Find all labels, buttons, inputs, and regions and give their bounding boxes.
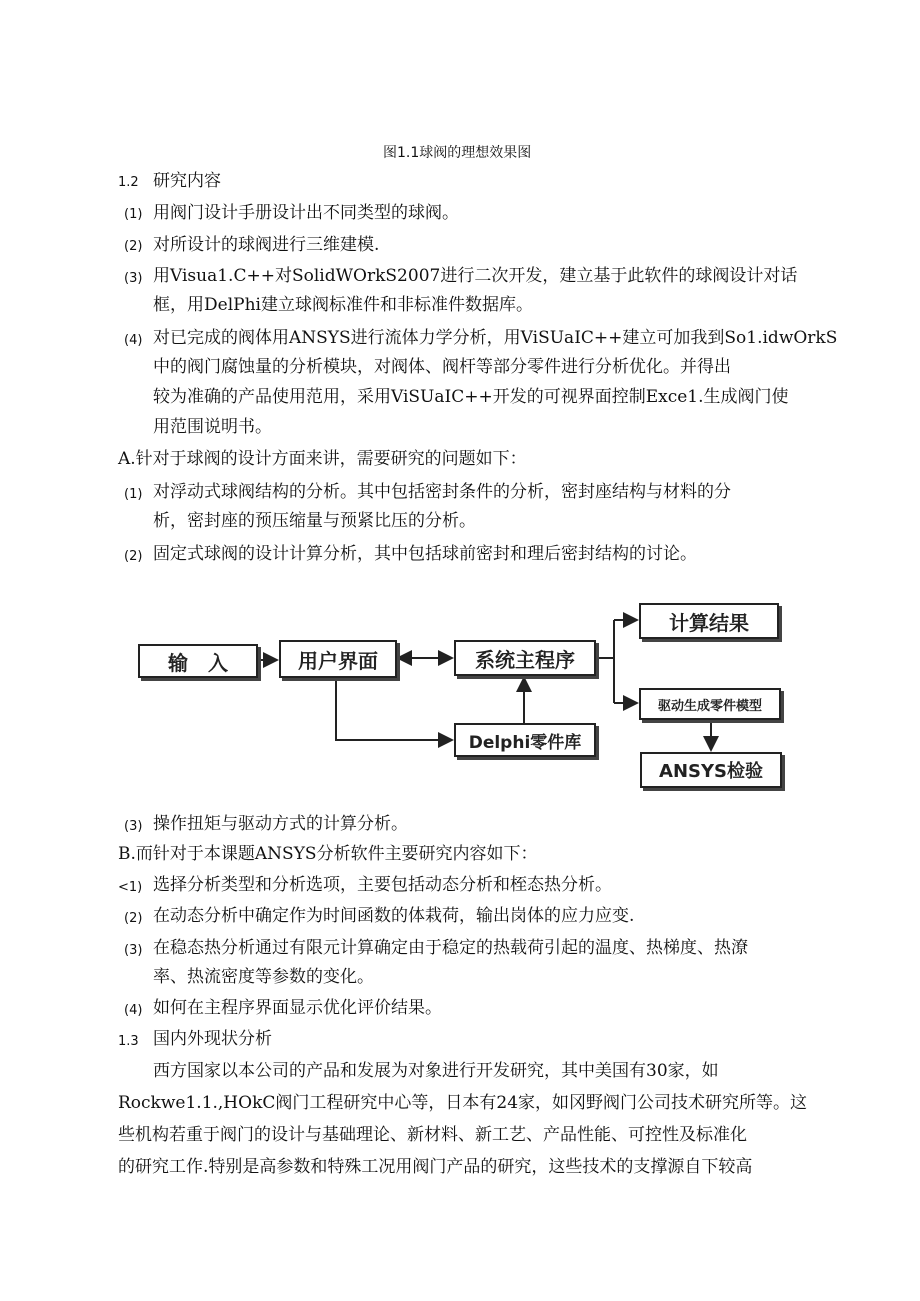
section-title: 研究内容 [153,171,221,191]
flow-box-delphi-library: Delphi零件库 [454,723,596,757]
section-title: 国内外现状分析 [153,1029,272,1049]
flow-box-calc-result: 计算结果 [639,603,779,639]
section-number: 1.2 [118,175,139,190]
list-item-text: 对所设计的球阀进行三维建模. [153,235,380,255]
flow-box-drive-model: 驱动生成零件模型 [639,688,781,720]
list-number: <1) [118,880,143,895]
list-number: (1) [124,207,143,222]
section-number: 1.3 [118,1034,139,1049]
flow-box-input: 输 入 [138,644,258,678]
arrow-ui-to-delphi [336,676,452,740]
list-item-text: 较为准确的产品使用范用，采用ViSUaIC++开发的可视界面控制Exce1.生成阀门使 [153,387,789,407]
flow-box-ui: 用户界面 [279,640,397,678]
list-item-text: 中的阀门腐蚀量的分析模块，对阀体、阀杆等部分零件进行分析优化。并得出 [153,357,731,377]
list-number: (4) [124,1003,143,1018]
list-item-text: 析，密封座的预压缩量与预紧比压的分析。 [153,511,476,531]
list-item-text: 率、热流密度等参数的变化。 [153,967,374,987]
list-item-text: 对已完成的阀体用ANSYS进行流体力学分析，用ViSUaIC++建立可加我到So1.idwOrkS [153,328,838,348]
list-number: (4) [124,333,143,348]
list-item-text: 固定式球阀的设计计算分析，其中包括球前密封和理后密封结构的讨论。 [153,544,697,564]
flow-box-ansys-check: ANSYS检验 [640,752,782,788]
paragraph-line: 的研究工作.特别是高参数和特殊工况用阀门产品的研究，这些技术的支撑源自下较高 [118,1157,753,1177]
list-item-text: 在稳态热分析通过有限元计算确定由于稳定的热载荷引起的温度、热梯度、热潦 [153,938,748,958]
list-item-text: 选择分析类型和分析选项，主要包括动态分析和桎态热分析。 [153,875,612,895]
list-item-text: 如何在主程序界面显示优化评价结果。 [153,998,442,1018]
list-item-text: 操作扭矩与驱动方式的计算分析。 [153,814,408,834]
list-item-text: 用阀门设计手册设计出不同类型的球阀。 [153,203,459,223]
part-b-heading: B.而针对于本课题ANSYS分析软件主要研究内容如下： [118,844,538,864]
list-number: (1) [124,487,143,502]
list-item-text: 在动态分析中确定作为时间函数的体栽荷，输出岗体的应力应变. [153,906,635,926]
list-number: (3) [124,271,143,286]
list-number: (2) [124,911,143,926]
paragraph-line: Rockwe1.1.,HOkC阀门工程研究中心等，日本有24家，如冈野阀门公司技术研究所等。这 [118,1093,808,1113]
list-number: (2) [124,239,143,254]
flow-box-main-program: 系统主程序 [454,640,596,676]
list-item-text: 用范围说明书。 [153,417,272,437]
paragraph-line: 些机构若重于阀门的设计与基础理论、新材料、新工艺、产品性能、可控性及标准化 [118,1125,747,1145]
list-item-text: 用Visua1.C++对SolidWOrkS2007进行二次开发，建立基于此软件的球阀设计对话 [153,266,798,286]
list-number: (3) [124,819,143,834]
list-number: (2) [124,549,143,564]
list-item-text: 框，用DelPhi建立球阀标准件和非标准件数据库。 [153,295,533,315]
figure-caption: 图1.1球阀的理想效果图 [383,145,532,161]
part-a-heading: A.针对于球阀的设计方面来讲，需要研究的问题如下： [118,449,527,469]
paragraph-line: 西方国家以本公司的产品和发展为对象进行开发研究，其中美国有30家，如 [153,1061,719,1081]
list-item-text: 对浮动式球阀结构的分析。其中包括密封条件的分析，密封座结构与材料的分 [153,482,731,502]
list-number: (3) [124,943,143,958]
